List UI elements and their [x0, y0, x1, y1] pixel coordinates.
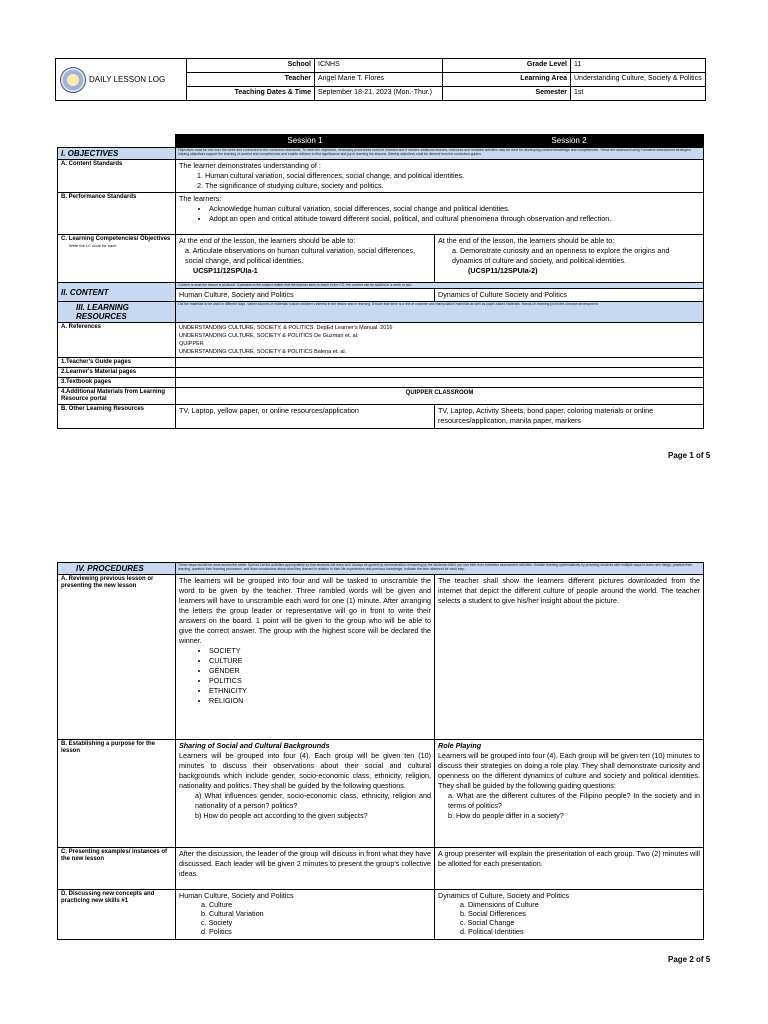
header-table	[55, 58, 706, 101]
discussing-session-1	[176, 890, 435, 940]
procedures-table	[57, 562, 704, 940]
grade-label: Grade Level	[443, 59, 571, 73]
other-resources-label: B. Other Learning Resources	[58, 405, 176, 429]
deped-seal-logo	[60, 67, 86, 93]
content-session-2: Dynamics of Culture Society and Politics	[435, 289, 704, 302]
discussing-s2-item: c. Social Change	[460, 918, 515, 927]
purpose-s1-question: a) What influences gender, socio-economic class, ethnicity, religion and nationality of a person? politics?	[195, 791, 431, 810]
discussing-s2-item: b. Social Differences	[460, 909, 526, 918]
scrambled-word: • SOCIETY	[209, 646, 431, 656]
textbook-label: 3.Textbook pages	[58, 378, 176, 388]
area-value: Understanding Culture, Society & Politics	[571, 73, 706, 87]
content-standard-item: 1. Human cultural variation, social differences, social change, and political identities.	[205, 171, 700, 181]
discussing-s2-item: d. Political Identities	[460, 927, 524, 936]
learners-material-label: 2.Learner's Material pages	[58, 368, 176, 378]
competencies-label-cell	[58, 235, 176, 283]
discussing-s1-item: a. Culture	[201, 900, 233, 909]
competencies-sublabel: Write the LC code for each	[69, 243, 117, 248]
page-1-number: Page 1 of 5	[668, 451, 711, 460]
teacher-value: Angel Marie T. Flores	[315, 73, 443, 87]
reference-item: UNDERSTANDING CULTURE, SOCIETY & POLITICS De Guzman et. al.	[179, 333, 359, 339]
purpose-session-2	[435, 740, 704, 848]
discussing-s2-item: a. Dimensions of Culture	[460, 900, 539, 909]
presenting-session-1: After the discussion, the leader of the group will discuss in front what they have discussed. Each leader will be given 2 minutes to present the group's collective ideas.	[176, 848, 435, 890]
teacher-label: Teacher	[187, 73, 315, 87]
semester-value: 1st	[571, 87, 706, 101]
dates-label: Teaching Dates & Time	[187, 87, 315, 101]
reviewing-session-2: The teacher shall show the learners different pictures downloaded from the internet that depict the different culture of people around the world. The teacher selects a student to give his/her insight about the picture.	[435, 575, 704, 740]
area-label: Learning Area	[443, 73, 571, 87]
references-cell	[176, 323, 704, 358]
content-standards-intro: The learner demonstrates understanding of :	[179, 161, 321, 170]
content-standards-cell	[176, 160, 704, 193]
content-standards-label: A. Content Standards	[58, 160, 176, 193]
other-resources-session-1: TV, Laptop, yellow paper, or online resources/application	[176, 405, 435, 429]
purpose-s1-question: b) How do people act according to the given subjects?	[195, 811, 368, 820]
content-session-1: Human Culture, Society and Politics	[176, 289, 435, 302]
discussing-s1-item: c. Society	[201, 918, 233, 927]
performance-item: • Acknowledge human cultural variation, social differences, social change and political identities.	[209, 204, 700, 214]
scrambled-word: • POLITICS	[209, 676, 431, 686]
school-value: ICNHS	[315, 59, 443, 73]
discussing-s1-title: Human Culture, Society and Politics	[179, 891, 294, 900]
presenting-session-2: A group presenter will explain the presentation of each group. Two (2) minutes will be allotted for each presentation.	[435, 848, 704, 890]
header-logo-cell	[56, 59, 187, 101]
teachers-guide-label: 1.Teacher's Guide pages	[58, 358, 176, 368]
session-2-header: Session 2	[435, 135, 704, 148]
performance-item: • Adopt an open and critical attitude toward different social, political, and cultural phenomena through observation and reflection.	[209, 214, 700, 224]
objectives-heading: I. OBJECTIVES	[58, 148, 176, 160]
semester-label: Semester	[443, 87, 571, 101]
log-title: DAILY LESSON LOG	[89, 75, 166, 84]
purpose-session-1	[176, 740, 435, 848]
purpose-s2-text: Learners will be grouped into four (4). Each group will be given ten (10) minutes to discuss their strategies on doing a role play. They shall demonstrate curiosity and openness on the different dynamics of culture and society and political identities. They shall be guided by the following guiding questions:	[438, 751, 701, 790]
competencies-s1-intro: At the end of the lesson, the learners should be able to:	[179, 236, 356, 245]
resources-heading: III. LEARNING RESOURCES	[58, 302, 176, 323]
performance-standards-cell	[176, 193, 704, 235]
school-label: School	[187, 59, 315, 73]
procedures-note: These steps should be done across the week. Spread out the activities appropriately so that students will learn well. Always be guided by demonstration of learning by the students which you can infer from formative assessment activities. Sustain learning systematically by providing students with multiple ways to learn new things, practice their learning, question their learning processes, and draw conclusions about what they learned in relation to their life experiences and previous knowledge. Indicate the time allotment for each step.	[178, 563, 693, 571]
purpose-s1-title: Sharing of Social and Cultural Backgrounds	[179, 741, 330, 750]
discussing-s1-item: b. Cultural Variation	[201, 909, 264, 918]
discussing-concepts-label: D. Discussing new concepts and practicing new skills #1	[58, 890, 176, 940]
additional-materials-label: 4.Additional Materials from Learning Resource portal	[58, 388, 176, 405]
references-label: A. References	[58, 323, 176, 358]
objectives-table	[57, 134, 704, 429]
discussing-s1-item: d. Politics	[201, 927, 232, 936]
discussing-s2-title: Dynamics of Culture, Society and Politics	[438, 891, 570, 900]
reviewing-s1-text: The learners will be grouped into four and will be tasked to unscramble the word to be given by the teacher. Three rambled words will be given and learners will have to unscramble each word for one (1) minute. After arranging the letters the group leader or representative will go in front to write their answers on the board. 1 point will be given to the group who will be able to give the correct answer. The group with the highest score will be declared the winner.	[179, 576, 431, 645]
page-2-number: Page 2 of 5	[668, 955, 711, 964]
grade-value: 11	[571, 59, 706, 73]
purpose-s2-question: b. How do people differ in a society?	[448, 811, 564, 820]
presenting-examples-label: C. Presenting examples/ instances of the new lesson	[58, 848, 176, 890]
competencies-session-1	[176, 235, 435, 283]
purpose-label: B. Establishing a purpose for the lesson	[58, 740, 176, 848]
content-note: Content is what the lesson is all about. It pertains to the subject matter that the teacher aims to teach in the CG, the content can be tackled in a week or two.	[178, 283, 413, 287]
purpose-s2-title: Role Playing	[438, 741, 482, 750]
purpose-s1-text: Learners will be grouped into four (4). Each group will be given ten (10) minutes to discuss their observations about their social and cultural backgrounds which include gender, socio-economic class, ethnicity, religion, nationality and politics. They shall be guided by the following questions.	[179, 751, 431, 790]
additional-materials-value: QUIPPER CLASSROOM	[176, 388, 704, 405]
session-1-header: Session 1	[176, 135, 435, 148]
performance-standards-label: B. Performance Standards	[58, 193, 176, 235]
reference-item: QUIPPER	[179, 341, 204, 347]
competencies-session-2	[435, 235, 704, 283]
competencies-s1-code: UCSP11/12SPUIa-1	[193, 266, 258, 275]
reference-item: UNDERSTANDING CULTURE, SOCIETY, & POLITICS. DepEd Learner's Manual. 2016	[179, 325, 393, 331]
purpose-s2-question: a. What are the different cultures of the Filipino people? In the society and in terms of politics?	[448, 791, 701, 810]
competencies-s1-item: a. Articulate observations on human cultural variation, social differences, social change, and political identities.	[185, 246, 415, 265]
content-heading: II. CONTENT	[58, 283, 176, 302]
resources-note: List the materials to be used in different days. Varied sources of materials sustain children's interest in the lesson and in learning. Ensure that there is a mix of concrete and manipulative materials as well as paper-based materials. Hands-on learning promotes concept development.	[178, 302, 599, 306]
objectives-note: Objectives must be met over the week and connected to the curriculum standards. To meet the objectives, necessary procedures must be followed and if needed additional lessons, exercises and remedial activities may be done for developing content knowledge and competencies. These are assessed using Formative Assessment strategies. Valuing objectives support the learning of content and competencies and enable children to find significance and joy in learning the lessons. Weekly objectives shall be derived from the curriculum guides.	[178, 148, 692, 156]
competencies-label: C. Learning Competencies/ Objectives	[61, 236, 171, 242]
reference-item: UNDERSTANDING CULTURE, SOCIETY & POLITICS Balena et. al.	[179, 349, 347, 355]
competencies-s2-item: a. Demonstrate curiosity and an openness to explore the origins and dynamics of culture and society, and political identities.	[452, 246, 670, 265]
procedures-heading: IV. PROCEDURES	[58, 563, 176, 575]
scrambled-word: • RELIGION	[209, 696, 431, 706]
discussing-session-2	[435, 890, 704, 940]
performance-intro: The learners:	[179, 194, 222, 203]
scrambled-word: • ETHNICITY	[209, 686, 431, 696]
dates-value: September 18-21, 2023 (Mon.-Thur.)	[315, 87, 443, 101]
competencies-s2-code: (UCSP11/12SPUIa-2)	[468, 266, 538, 275]
reviewing-label: A. Reviewing previous lesson or presenting the new lesson	[58, 575, 176, 740]
content-standard-item: 2. The significance of studying culture, society and politics.	[205, 181, 700, 191]
scrambled-word: • CULTURE	[209, 656, 431, 666]
reviewing-session-1	[176, 575, 435, 740]
scrambled-word: • GENDER	[209, 666, 431, 676]
competencies-s2-intro: At the end of the lesson, the learners should be able to:	[438, 236, 615, 245]
other-resources-session-2: TV, Laptop, Activity Sheets, bond paper, coloring materials or online resources/application, manila paper, markers	[435, 405, 704, 429]
